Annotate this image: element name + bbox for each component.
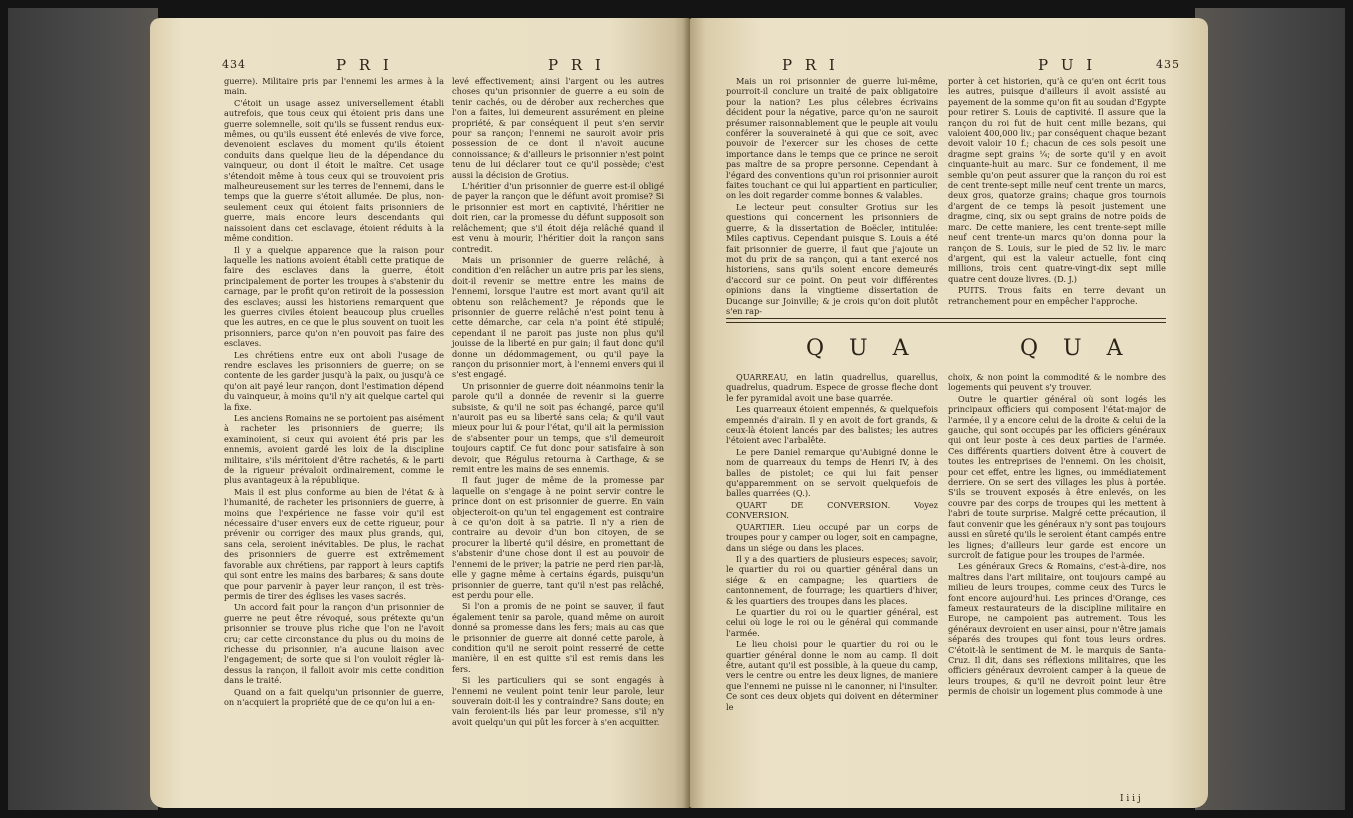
left-page [150,18,690,808]
paragraph: Mais il est plus conforme au bien de l'état & à l'humanité, de racheter les prisonniers de guerre, à moins que l'expérience ne fasse voir qu'il est nécessaire d'user envers eux de cette rigueur, pour prévenir ou corriger des maux plus grands, qui, sans cela, seroient inévitables. De plus, le rachat des prisonniers de guerre est extrêmement favorable aux chrétiens, par rapport à leurs captifs qui sont entre les mains des barbares; & sans doute que pour parvenir à payer leur rançon, il est très-permis de tirer des églises les vases sacrés. [224,486,444,601]
paragraph: L'héritier d'un prisonnier de guerre est-il obligé de payer la rançon que le défunt avoit promise? Si le prisonnier est mort en captivité, l'héritier ne doit rien, car la promesse du défunt supposoit son relâchement; que s'il étoit déja relâché quand il est venu à mourir, l'héritier doit la rançon sans contredit. [452,181,664,254]
right-running-head-left: P R I [782,56,839,74]
right-column-4 [948,372,1166,772]
paragraph: QUARREAU, en latin quadrellus, quarellus, quadrelus, quadrum. Espece de grosse fleche dont le fer pyramidal avoit une base quarrée. [726,372,938,403]
left-cover-board [8,8,158,810]
right-column-2 [948,76,1166,314]
paragraph: Il y a des quartiers de plusieurs especes; savoir, le quartier du roi ou quartier général dans un siége & en campagne; les quartiers de cantonnement, de fourrage; les quartiers d'hiver, & les quartiers des troupes dans les places. [726,553,938,606]
paragraph: levé effectivement; ainsi l'argent ou les autres choses qu'un prisonnier de guerre a eu soin de tenir cachés, ou de dérober aux recherches que l'on a faites, lui demeurent assurément en pleine propriété, & par conséquent il peut s'en servir pour sa rançon; l'ennemi ne sauroit avoir pris possession de ce dont il n'avoit aucune connoissance; & d'ailleurs le prisonnier n'est point tenu de lui déclarer tout ce qu'il possède; c'est aussi la décision de Grotius. [452,76,664,180]
section-heading-left: Q U A [806,336,918,361]
paragraph: Il y a quelque apparence que la raison pour laquelle les nations avoient établi cette pratique de faire des esclaves dans la guerre, étoit principalement de porter les troupes à s'abstenir du carnage, par le profit qu'on retiroit de la possession des esclaves; aussi les historiens remarquent que les guerres civiles étoient beaucoup plus cruelles que les autres, en ce que le plus souvent on tuoit les prisonniers, parce qu'on n'en pouvoit pas faire des esclaves. [224,244,444,349]
section-heading-right: Q U A [1020,336,1132,361]
right-column-3 [726,372,938,802]
paragraph: Le lecteur peut consulter Grotius sur les questions qui concernent les prisonniers de guerre, & la dissertation de Boëcler, intitulée: Miles captivus. Cependant puisque S. Louis a été fait prisonnier de guerre, il faut que j'ajoute un mot du prix de sa rançon, qui a tant exercé nos historiens, sans qu'ils soient encore demeurés d'accord sur ce point. On peut voir différentes opinions dans la vingtieme dissertation de Ducange sur Joinville; & je crois qu'on doit plutôt s'en rap- [726,201,938,316]
paragraph: guerre). Militaire pris par l'ennemi les armes à la main. [224,76,444,97]
paragraph: PUITS. Trous faits en terre devant un retranchement pour en empêcher l'approche. [948,285,1166,306]
paragraph: C'étoit un usage assez universellement établi autrefois, que tous ceux qui étoient pris dans une guerre solemnelle, soit qu'ils se fussent rendus eux-mêmes, ou qu'ils eussent été enlevés de vive force, devenoient esclaves du moment qu'ils étoient conduits dans quelque lieu de la dépendance du vainqueur, ou dont il étoit le maître. Cet usage s'étendoit même à tous ceux qui se trouvoient pris malheureusement sur les terres de l'ennemi, dans le temps que la guerre s'étoit allumée. De plus, non-seulement ceux qui étoient faits prisonniers de guerre, mais encore leurs descendants qui naissoient dans cet esclavage, étoient réduits à la même condition. [224,97,444,244]
paragraph: Les anciens Romains ne se portoient pas aisément à racheter les prisonniers de guerre; ils examinoient, si ceux qui avoient été pris par les ennemis, avoient gardé les loix de la discipline militaire, s'ils méritoient d'être rachetés, & le parti de la rigueur prévaloit ordinairement, comme le plus avantageux à la république. [224,413,444,486]
right-page-number [1156,56,1180,72]
left-page-number [222,56,246,72]
section-rule [726,318,1166,323]
paragraph: Si l'on a promis de ne point se sauver, il faut également tenir sa parole, quand même on auroit donné sa promesse dans les fers; mais au cas que le prisonnier de guerre ait donné cette parole, à condition qu'il ne seroit point resserré de cette manière, il en est quitte s'il est remis dans les fers. [452,601,664,674]
paragraph: Le pere Daniel remarque qu'Aubigné donne le nom de quarreaux du temps de Henri IV, à des balles de pistolet; ce qui lui fait penser qu'apparemment on se servoit quelquefois de balles quarrées (Q.). [726,446,938,499]
paragraph: Un accord fait pour la rançon d'un prisonnier de guerre ne peut être révoqué, sous prétexte qu'un prisonnier se trouve plus riche que l'on ne l'avoit cru; car cette circonstance du plus ou du moins de richesse du prisonnier, n'a aucune liaison avec l'engagement; de sorte que si l'on vouloit régler là-dessus la rançon, il falloit avoir mis cette condition dans le traité. [224,602,444,686]
paragraph: Le quartier du roi ou le quartier général, est celui où loge le roi ou le général qui commande l'armée. [726,606,938,638]
paragraph: Mais un prisonnier de guerre relâché, à condition d'en relâcher un autre pris par les siens, doit-il revenir se mettre entre les mains de l'ennemi, lorsque l'autre est mort avant qu'il ait obtenu son relâchement? Je réponds que le prisonnier de guerre relâché n'est point tenu à cette démarche, car cela n'a point été stipulé; cependant il ne paroit pas juste non plus qu'il jouisse de la liberté en pur gain; il faut donc qu'il donne un dédommagement, ou qu'il paye la rançon du prisonnier mort, à l'ennemi envers qui il s'est engagé. [452,254,664,380]
left-column-1 [224,76,444,708]
left-running-head: P R I [336,56,393,74]
paragraph: Le lieu choisi pour le quartier du roi ou le quartier général donne le nom au camp. Il doit être, autant qu'il est possible, à la queue du camp, vers le centre ou entre les deux lignes, de maniere que l'ennemi ne puisse ni le canonner, ni l'insulter. Ce sont ces deux objets qui doivent en déterminer le [726,639,938,712]
right-running-head-right: P U I [1038,56,1097,74]
right-page [690,18,1208,808]
paragraph: Quand on a fait quelqu'un prisonnier de guerre, on n'acquiert la propriété que de ce qu'on lui a en- [224,686,444,707]
paragraph: Les généraux Grecs & Romains, c'est-à-dire, nos maîtres dans l'art militaire, ont toujours campé au milieu de leurs troupes, comme ceux des Turcs le font encore aujourd'hui. Les princes d'Orange, ces fameux restaurateurs de la discipline militaire en Europe, ne campoient pas autrement. Tous les généraux devroient en user ainsi, pour n'être jamais séparés des troupes qui font tous leurs ordres. C'étoit-là le sentiment de M. le marquis de Santa-Cruz. Il dit, dans ses réflexions militaires, que les officiers généraux devroient camper à la queue de leurs troupes, & qu'il ne devroit point leur être permis de choisir un logement plus commode à une [948,561,1166,697]
page-number-435: 435 [1156,58,1180,71]
right-column-1 [726,76,938,314]
page-number-434: 434 [222,58,246,71]
paragraph: Il faut juger de même de la promesse par laquelle on s'engage à ne point servir contre le prince dont on est prisonnier de guerre. En vain objecteroit-on qu'un tel engagement est contraire à ce qu'on doit à sa patrie. Il n'y a rien de contraire au devoir d'un bon citoyen, de se procurer la liberté qu'il désire, en promettant de s'abstenir d'une chose dont il est au pouvoir de l'ennemi de le priver; la patrie ne perd rien par-là, elle y gagne même à certains égards, puisqu'un prisonnier de guerre, tant qu'il n'est pas relâché, est perdu pour elle. [452,475,664,600]
paragraph: QUART DE CONVERSION. Voyez CONVERSION. [726,499,938,521]
paragraph: Un prisonnier de guerre doit néanmoins tenir la parole qu'il a donnée de revenir si la guerre subsiste, & qu'il ne soit pas échangé, parce qu'il n'auroit pas eu sa liberté sans cela; & qu'il vaut mieux pour lui & pour l'état, qu'il ait la permission de s'absenter pour un temps, que s'il demeuroit toujours captif. Ce fut donc pour satisfaire à son devoir, que Régulus retourna à Carthage, & se remit entre les mains de ses ennemis. [452,380,664,475]
paragraph: Mais un roi prisonnier de guerre lui-même, pourroit-il conclure un traité de paix obligatoire pour la nation? Les plus célebres écrivains décident pour la négative, parce qu'on ne sauroit présumer raisonnablement que le peuple ait voulu conférer la souveraineté à qui que ce soit, avec pouvoir de l'exercer sur les choses de cette importance dans le temps que ce prince ne seroit pas maître de sa propre personne. Cependant à l'égard des conventions qu'un roi prisonnier auroit faites touchant ce qui lui appartient en particulier, on les doit regarder comme bonnes & valables. [726,76,938,201]
left-column-2 [452,76,664,728]
paragraph: Si les particuliers qui se sont engagés à l'ennemi ne veulent point tenir leur parole, leur souverain doit-il les y contraindre? Sans doute; en vain feroient-ils liés par leur promesse, s'il n'y avoit quelqu'un qui pût les forcer à s'en acquitter. [452,675,664,727]
signature-mark: I i i j [1120,794,1141,804]
paragraph: porter à cet historien, qu'à ce qu'en ont écrit tous les autres, puisque d'ailleurs il avoit assisté au payement de la somme qu'on fit au soudan d'Egypte pour retirer S. Louis de captivité. Il assure que la rançon du roi fut de huit cent mille bezans, qui valoient 400,000 liv.; par conséquent chaque bezant devoit valoir 10 f.; chacun de ces sols pesoit une dragme sept grains ¼; de sorte qu'il y en avoit cinquante-huit au marc. Sur ce fondement, il me semble qu'on peut assurer que la rançon du roi est de cent trente-sept mille neuf cent trente un marcs, deux gros, quatorze grains; chaque gros tournois d'argent de ce temps là pesoit justement une dragme, cinq, six ou sept grains de notre poids de marc. De cette maniere, les cent trente-sept mille neuf cent trente-un marcs qu'on donna pour la rançon de S. Louis, sur le pied de 52 liv. le marc d'argent, qui est la valeur actuelle, font cinq millions, trois cent quatre-vingt-dix sept mille quatre cent douze livres. (D. J.) [948,76,1166,284]
paragraph: Outre le quartier général où sont logés les principaux officiers qui composent l'état-major de l'armée, il y a encore celui de la droite & celui de la gauche, qui sont occupés par les officiers généraux qui ont leur poste à ces deux parties de l'armée. Ces différents quartiers doivent être à couvert de toutes les entreprises de l'ennemi. On les choisit, pour cet effet, entre les lignes, ou immédiatement derriere. On se sert des villages les plus à portée. S'ils se trouvent exposés à être enlevés, on les couvre par des corps de troupes qui les mettent à l'abri de toute surprise. Malgré cette précaution, il faut convenir que les généraux n'y sont pas toujours aussi en sûreté qu'ils le seroient étant campés entre les lignes; d'ailleurs leur garde est encore un surcroît de fatigue pour les troupes de l'armée. [948,393,1166,560]
right-cover-board [1195,8,1345,810]
paragraph: choix, & non point la commodité & le nombre des logements qui peuvent s'y trouver. [948,372,1166,393]
paragraph: QUARTIER. Lieu occupé par un corps de troupes pour y camper ou loger, soit en campagne, dans un siége ou dans les places. [726,521,938,553]
paragraph: Les quarreaux étoient empennés, & quelquefois empennés d'airain. Il y en avoit de fort grands, & ceux-là étoient lancés par des balistes; les autres l'étoient avec l'arbalête. [726,404,938,446]
left-running-head-2: P R I [548,56,605,74]
paragraph: Les chrétiens entre eux ont aboli l'usage de rendre esclaves les prisonniers de guerre; on se contente de les garder jusqu'à la paix, ou jusqu'à ce qu'on ait payé leur rançon, dont l'estimation dépend du vainqueur, à moins qu'il n'y ait quelque cartel qui la fixe. [224,349,444,412]
